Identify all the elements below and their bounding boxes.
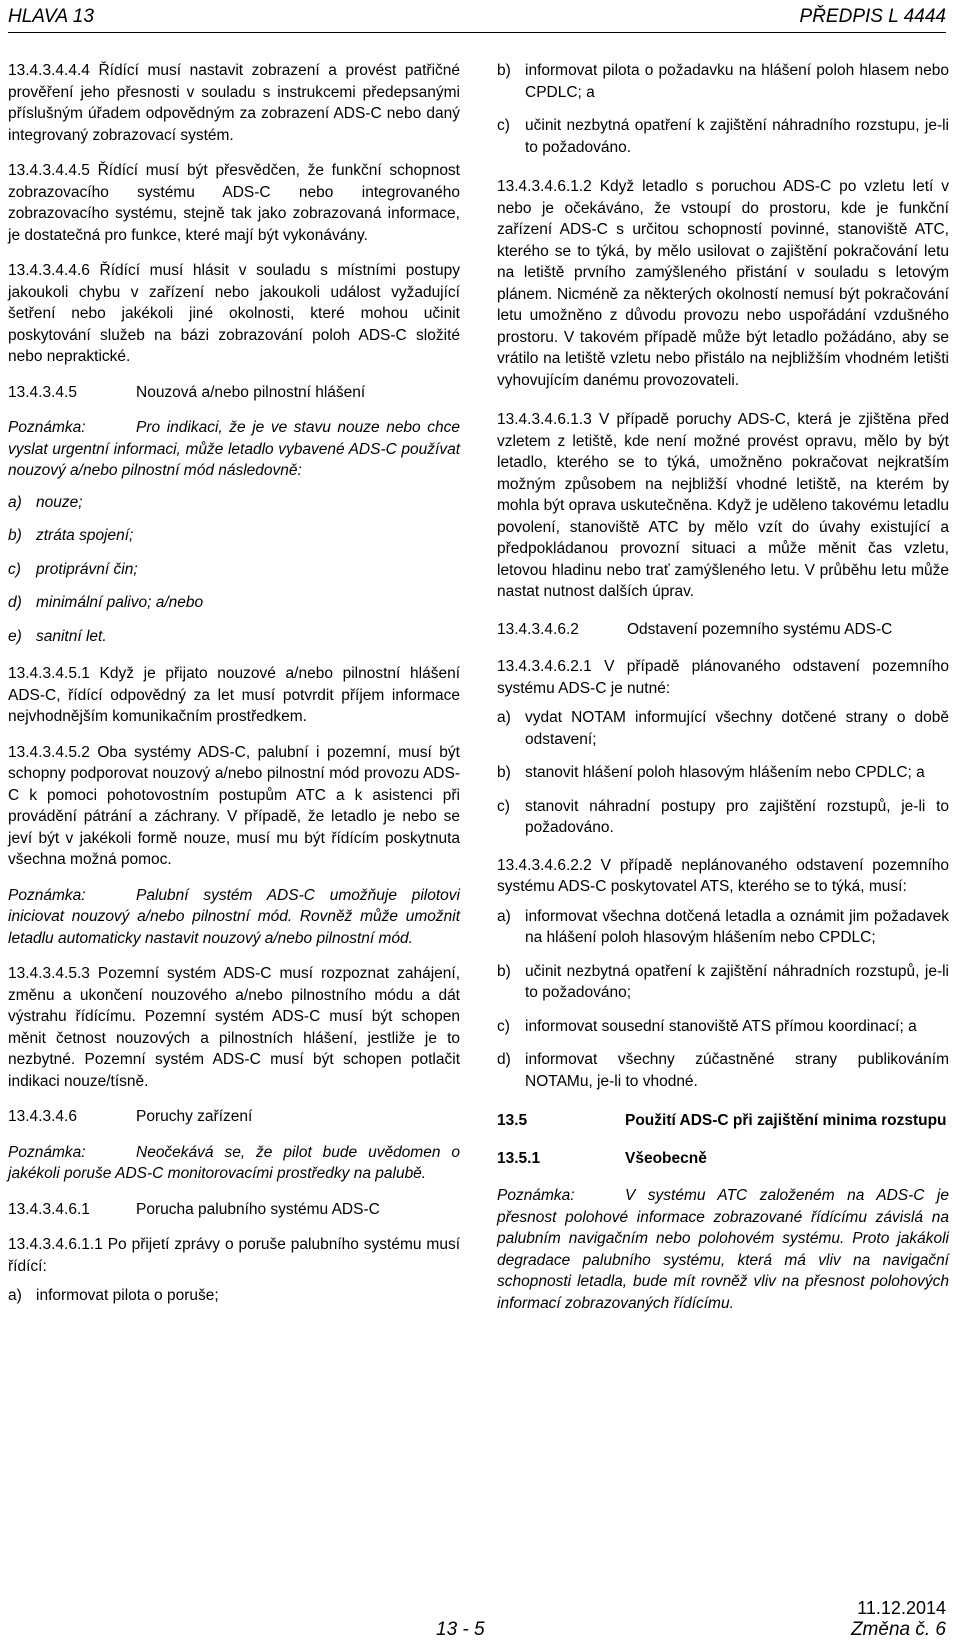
list-item: b) stanovit hlášení poloh hlasovým hlášením nebo CPDLC; a: [497, 764, 925, 781]
section-title: Použití ADS-C při zajištění minima rozstupu: [625, 1112, 947, 1129]
section-heading: [497, 1148, 949, 1170]
paragraph: 13.4.3.4.4.6 Řídící musí hlásit v souladu s místními postupy jakoukoli chybu v zařízení nebo jakoukoli událost vyžadující šetření nebo jakékoli jiné okolnosti, které mohou učinit poskytování služeb na bázi zobrazování poloh ADS-C složité nebo nepraktické.: [8, 262, 460, 365]
section-title: Porucha palubního systému ADS-C: [136, 1200, 380, 1218]
list-item: a) vydat NOTAM informující všechny dotčené strany o době odstavení;: [497, 709, 949, 748]
left-column: [8, 60, 460, 1319]
note-label: Poznámka:: [8, 419, 86, 436]
section-title: Nouzová a/nebo pilnostní hlášení: [136, 383, 366, 401]
list-item: a) informovat pilota o poruše;: [8, 1287, 219, 1304]
note-text: Palubní systém ADS-C umožňuje pilotovi iniciovat nouzový a/nebo pilnostní mód. Rovněž může umožnit letadlu automaticky nastavit nouzový a/nebo pilnostní mód.: [8, 886, 460, 947]
section-number: 13.5.1: [497, 1149, 541, 1167]
note-text: Neočekává se, že pilot bude uvědomen o jakékoli poruše ADS-C monitorovacími prostředky na palubě.: [8, 1143, 460, 1182]
list-item: e) sanitní let.: [8, 627, 107, 645]
note-list: [8, 492, 460, 648]
section-heading: [8, 1106, 460, 1128]
paragraph: 13.4.3.4.6.2.1 V případě plánovaného odstavení pozemního systému ADS-C je nutné:: [497, 658, 949, 697]
paragraph: 13.4.3.4.6.2.2 V případě neplánovaného odstavení pozemního systému ADS-C poskytovatel ATS, kterého se to týká, musí:: [497, 856, 949, 895]
section-title: Všeobecně: [625, 1149, 707, 1167]
note-text: Pro indikaci, že je ve stavu nouze nebo chce vyslat urgentní informaci, může letadlo vybavené ADS-C používat nouzový a/nebo pilnostní mód následovně:: [8, 419, 460, 479]
section-number: 13.5: [497, 1112, 528, 1129]
list-item: b) informovat pilota o požadavku na hlášení poloh hlasem nebo CPDLC; a: [497, 62, 949, 101]
section-number: 13.4.3.4.6.2: [497, 620, 579, 638]
note-text: V systému ATC založeném na ADS-C je přesnost polohové informace zobrazované řídícímu závislá na palubním navigačním nebo polohovém systému. Proto jakákoli degradace palubního systému, která má vliv na navigační schopnosti letadla, bude mít rovněž vliv na přesnost polohových informací zobrazovaných řídícímu.: [497, 1187, 949, 1312]
section-heading: [8, 382, 460, 404]
note: [8, 885, 460, 950]
paragraph: 13.4.3.4.5.3 Pozemní systém ADS-C musí rozpoznat zahájení, změnu a ukončení nouzového a/nebo pilnostního módu a dát výstrahu řídícímu. Pozemní systém ADS-C musí být schopen měnit četnost nouzových a pilnostních hlášení, jestliže je to nezbytné. Pozemní systém ADS-C musí být schopen potlačit indikaci nouze/tísně.: [8, 965, 460, 1090]
note: [8, 1142, 460, 1185]
list-item: c) protiprávní čin;: [8, 560, 138, 578]
paragraph: 13.4.3.4.6.1.1 Po přijetí zprávy o poruše palubního systému musí řídící:: [8, 1236, 460, 1275]
footer-info: [851, 1597, 946, 1641]
note: [8, 417, 460, 482]
paragraph: 13.4.3.4.6.1.2 Když letadlo s poruchou ADS-C po vzletu letí v nebo je očekáváno, že vstoupí do prostoru, kde je funkční zařízení ADS-C s určitou schopností povinné, stanoviště ATC, kterého se to týká, by mělo usilovat o zajištění pokračování letu na letiště prvního zamýšleného přistání v souladu s letovým plánem. Nicméně za některých okolností nemusí být pokračování letu umožněno z důvodu provozu nebo uspořádání vzdušného prostoru. V takovém případě může být letadlo požádáno, aby se vrátilo na letiště vzletu nebo přistálo na nejbližším vhodném letišti vyhovujícím danému provozovateli.: [497, 178, 949, 389]
list-item: a) informovat všechna dotčená letadla a oznámit jim požadavek na hlášení poloh hlasovým hlášením nebo CPDLC;: [497, 907, 949, 946]
list-item: d) minimální palivo; a/nebo: [8, 594, 204, 611]
section-number: 13.4.3.4.6: [8, 1108, 77, 1125]
section-heading: [497, 1110, 949, 1132]
header-regulation: PŘEDPIS L 4444: [799, 6, 946, 27]
section-number: 13.4.3.4.6.1: [8, 1200, 90, 1218]
effective-date: 11.12.2014: [857, 1598, 946, 1618]
paragraph: 13.4.3.4.6.1.3 V případě poruchy ADS-C, která je zjištěna před vzletem z letiště, kde není možné provést opravu, mělo by být letadlo, kterého se to týká, umožněno pokračovat nejkratším možným způsobem na nejbližší vhodné letiště, na kterém by mohla být oprava uskutečněna. Když je uděleno takovému letadlu povolení, stanoviště ATC by mělo vzít do úvahy existující a předpokládanou provozní situaci a může měnit čas vzletu, letovou hladinu nebo trať zamýšleného letu. V průběhu letu může nastat nutnost dalších úprav.: [497, 411, 949, 600]
list-item: c) informovat sousední stanoviště ATS přímou koordinací; a: [497, 1017, 917, 1035]
note-label: Poznámka:: [8, 886, 86, 904]
section-title: Poruchy zařízení: [136, 1108, 253, 1125]
amendment-number: Změna č. 6: [850, 1619, 946, 1640]
section-title: Odstavení pozemního systému ADS-C: [627, 620, 893, 638]
list-item: a) nouze;: [8, 493, 83, 511]
section-number: 13.4.3.4.5: [8, 383, 77, 401]
paragraph: 13.4.3.4.5.2 Oba systémy ADS-C, palubní i pozemní, musí být schopny podporovat nouzový a/nebo pilnostní mód provozu ADS-C k pomoci pohotovostním postupům ATC a k asistenci při provádění pátrání a záchrany. V případě, že letadlo je nebo se jeví být v jakékoli formě nouze, musí mu být řídícím poskytnuta všechna možná pomoc.: [8, 743, 460, 868]
list-item: d) informovat všechny zúčastněné strany publikováním NOTAMu, je-li to vhodné.: [497, 1051, 949, 1090]
list-item: c) stanovit náhradní postupy pro zajištění rozstupů, je-li to požadováno.: [497, 797, 949, 836]
note-label: Poznámka:: [497, 1187, 575, 1204]
paragraph: 13.4.3.4.4.5 Řídící musí být přesvědčen, že funkční schopnost zobrazovacího systému ADS-C nebo integrovaného zobrazovacího systému, stejně tak jako zobrazovaná informace, je dostatečná pro funkce, které mají být vykonávány.: [8, 162, 460, 244]
page-number: 13 - 5: [436, 1619, 485, 1640]
section-heading: [497, 619, 949, 641]
section-heading: [8, 1199, 460, 1221]
note-label: Poznámka:: [8, 1143, 86, 1161]
list-item: b) učinit nezbytná opatření k zajištění náhradních rozstupů, je-li to požadováno;: [497, 962, 949, 1001]
list-item: b) ztráta spojení;: [8, 527, 134, 544]
paragraph: 13.4.3.4.4.4 Řídící musí nastavit zobrazení a provést patřičné prověření jeho přesnosti v souladu s instrukcemi předepsanými příslušným úřadem odpovědným za zobrazení ADS-C nebo daný integrovaný zobrazovací systém.: [8, 62, 460, 144]
header-chapter: HLAVA 13: [8, 6, 94, 27]
paragraph: 13.4.3.4.5.1 Když je přijato nouzové a/nebo pilnostní hlášení ADS-C, řídící odpovědný za let musí potvrdit příjem informace nejvhodnějším komunikačním prostředkem.: [8, 665, 460, 725]
right-column: [497, 60, 949, 1328]
note: [497, 1185, 949, 1314]
header-rule: [8, 32, 946, 33]
list-item: c) učinit nezbytná opatření k zajištění náhradního rozstupu, je-li to požadováno.: [497, 117, 949, 156]
